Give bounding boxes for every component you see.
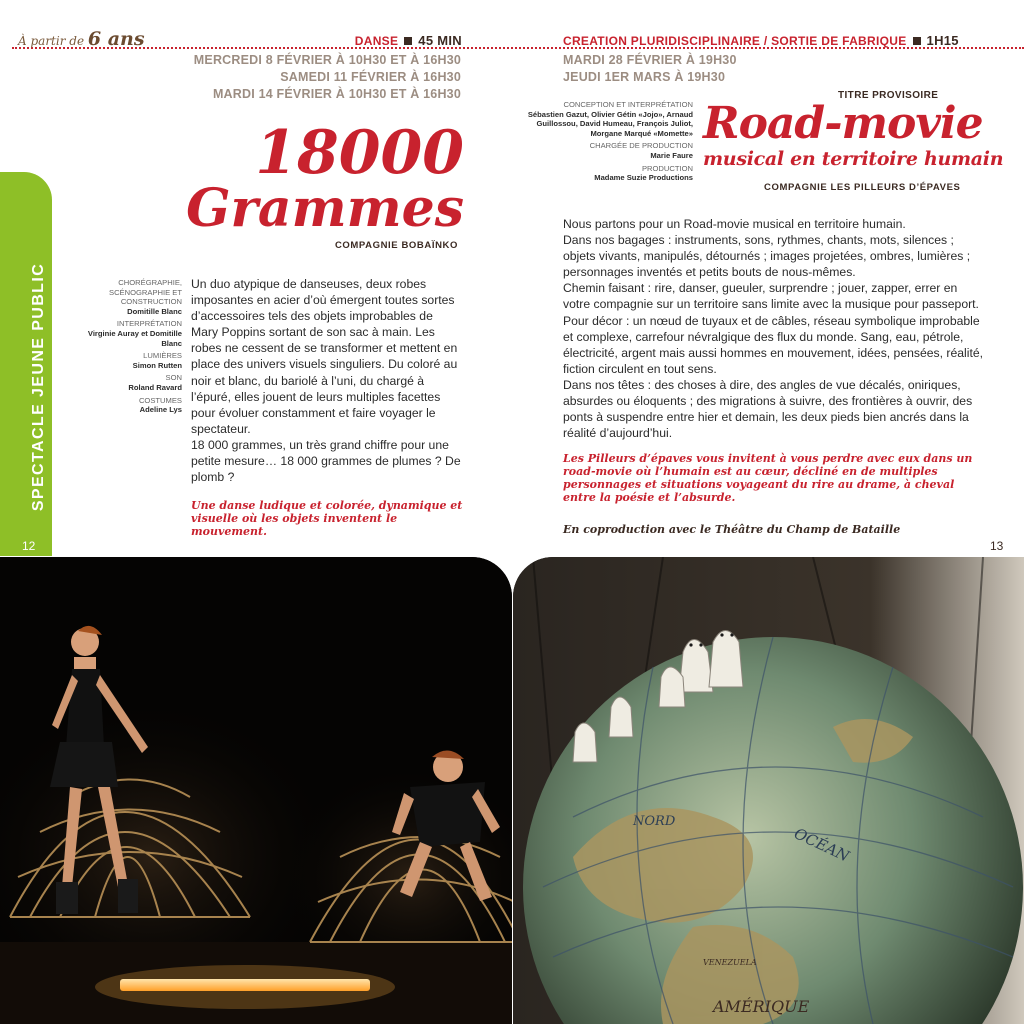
left-show-tagline: Une danse ludique et colorée, dynamique et visuelle où les objets inventent le mouvement.	[191, 499, 463, 538]
globe-label-amerique: AMÉRIQUE	[713, 997, 810, 1016]
description-paragraph: Dans nos têtes : des choses à dire, des angles de vue décalés, oniriques, absurdes ou éloquents ; des migrations à suivre, des frontières à ouvrir, des ponts à suspendre entre hier et demain, les deux pieds bien ancrés dans la réalité d’aujourd’hui.	[563, 377, 973, 441]
date-line: MERCREDI 8 FÉVRIER À 10H30 ET À 16H30	[193, 53, 461, 67]
credit-name: Sébastien Gazut, Olivier Gétin «Jojo», Arnaud Guillossou, David Humeau, François Juliot, Morgane Marqué «Momette»	[527, 109, 693, 138]
dance-photo-illustration	[0, 557, 512, 1024]
description-paragraph: Dans nos bagages : instruments, sons, rythmes, chants, mots, silences ; objets vivants, manipulés, détournés ; images projetées, ombres, lumières ; personnages inventés et petits bouts de nous-mêmes.	[563, 233, 971, 280]
globe-photo	[513, 557, 1024, 1024]
credit-role: INTERPRÉTATION	[116, 319, 182, 329]
credit-name: Domitille Blanc	[127, 306, 182, 316]
credit-name: Virginie Auray et Domitille Blanc	[87, 328, 182, 348]
credit-role: COSTUMES	[138, 395, 182, 405]
left-show-title-line1: 18000	[255, 118, 464, 188]
right-genre-line	[563, 33, 959, 48]
date-line: MARDI 14 FÉVRIER À 10H30 ET À 16H30	[212, 87, 461, 101]
right-show-tagline: Les Pilleurs d’épaves vous invitent à vous perdre avec eux dans un road-movie où l’humain est au cœur, décliné en de multiples personnages et situations voyageant du rire au drame, à cheval entre la poésie et l’absurde.	[563, 452, 973, 504]
page-number-left: 12	[22, 539, 36, 553]
side-category-label: SPECTACLE JEUNE PUBLIC	[30, 262, 47, 512]
right-show-credits	[503, 100, 693, 186]
globe-photo-illustration	[513, 557, 1024, 1024]
left-duration: 45 MIN	[418, 33, 462, 48]
left-genre-line	[355, 33, 462, 48]
credit-name: Madame Suzie Productions	[594, 173, 693, 183]
right-show-title-line1: Road-movie	[703, 98, 983, 149]
right-show-description	[563, 216, 983, 441]
page-number-right: 13	[990, 539, 1004, 553]
credit-name: Marie Faure	[650, 150, 693, 160]
credit-role: CHORÉGRAPHIE, SCÉNOGRAPHIE ET CONSTRUCTION	[109, 278, 182, 307]
left-show-credits	[72, 278, 182, 418]
globe-label-venezuela: VENEZUELA	[703, 958, 757, 967]
dance-photo	[0, 557, 512, 1024]
right-show-company: COMPAGNIE LES PILLEURS D’ÉPAVES	[764, 182, 961, 193]
right-duration: 1H15	[926, 33, 959, 48]
globe-label-nord: NORD	[633, 814, 676, 829]
right-show-dates	[563, 52, 737, 86]
left-show-dates	[194, 52, 461, 103]
credit-role: LUMIÈRES	[143, 351, 182, 361]
age-indicator	[18, 28, 145, 50]
left-show-company: COMPAGNIE BOBAÏNKO	[334, 240, 458, 251]
left-show-title-line2: Grammes	[186, 178, 464, 239]
left-genre: DANSE	[354, 34, 399, 48]
credit-role: PRODUCTION	[641, 163, 693, 173]
age-value: 6 ans	[87, 28, 145, 50]
date-line: SAMEDI 11 FÉVRIER À 16H30	[280, 70, 461, 84]
credit-name: Simon Rutten	[132, 360, 182, 370]
description-paragraph: Un duo atypique de danseuses, deux robes imposantes en acier d’où émergent toutes sortes d’accessoires tels des objets improbables de Mary Poppins sortant de son sac à main. Les robes ne cessent de se transformer et mettent en place des univers visuels singuliers. Du coloré au noir et blanc, du bariolé à l’uni, du chargé à l’épuré, elles jouent de leurs multiples facettes pour évoluer constamment et faire voyager le spectateur.	[191, 277, 458, 436]
credit-role: CHARGÉE DE PRODUCTION	[589, 141, 693, 151]
square-bullet-icon	[404, 37, 412, 45]
age-prefix: À partir de	[18, 34, 85, 48]
right-genre: CREATION PLURIDISCIPLINAIRE / SORTIE DE FABRIQUE	[563, 34, 907, 48]
description-paragraph: Pour décor : un nœud de tuyaux et de câbles, réseau symbolique improbable et complexe, carrefour névralgique des flux du monde. Sang, eau, pétrole, électricité, argent mais aussi hommes en mouvement, idées, pensées, réalité, fiction circulent en tout sens.	[563, 313, 983, 376]
credit-name: Adeline Lys	[139, 405, 182, 415]
description-paragraph: Nous partons pour un Road-movie musical en territoire humain.	[563, 217, 906, 231]
square-bullet-icon	[913, 37, 921, 45]
right-show-title-line2: musical en territoire humain	[703, 148, 1004, 170]
credit-name: Roland Ravard	[128, 382, 182, 392]
provisional-title-label: TITRE PROVISOIRE	[838, 90, 939, 101]
description-paragraph: 18 000 grammes, un très grand chiffre pour une petite mesure… 18 000 grammes de plumes ? De plomb ?	[191, 437, 461, 485]
left-show-description	[191, 276, 463, 485]
date-line: JEUDI 1ER MARS À 19H30	[563, 70, 726, 84]
credit-role: CONCEPTION ET INTERPRÉTATION	[563, 100, 693, 109]
date-line: MARDI 28 FÉVRIER À 19H30	[563, 53, 737, 67]
globe-label-ocean: OCÉAN	[791, 824, 853, 866]
coproduction-credit: En coproduction avec le Théâtre du Champ de Bataille	[563, 523, 901, 536]
credit-role: SON	[165, 373, 182, 383]
description-paragraph: Chemin faisant : rire, danser, gueuler, surprendre ; jouer, zapper, errer en votre compagnie sur un territoire sans limite avec la musique pour passeport.	[563, 281, 979, 312]
